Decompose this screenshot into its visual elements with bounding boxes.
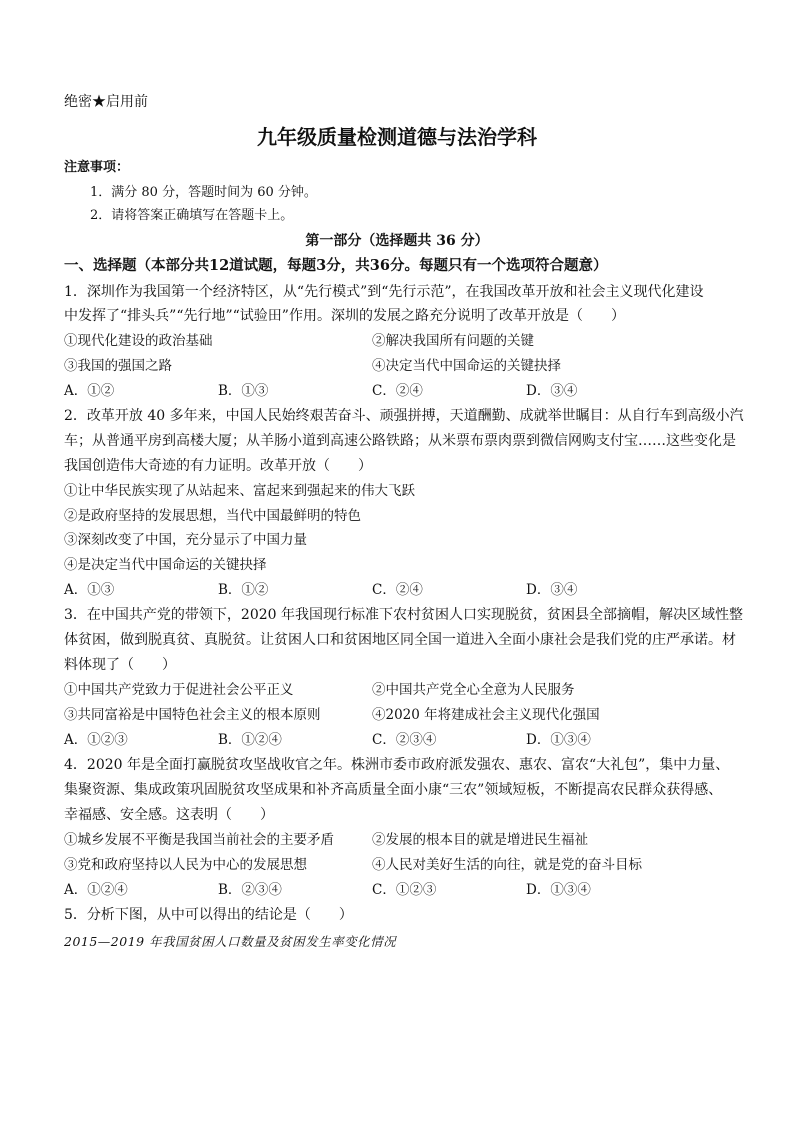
statement: ④2020 年将建成社会主义现代化强国 — [372, 707, 600, 723]
choice-c: C．②④ — [372, 383, 423, 399]
choice-c: C．①②③ — [372, 882, 437, 898]
question-2-text: 2．改革开放 40 多年来，中国人民始终艰苦奋斗、顽强拼搏，天道酬勤、成就举世瞩目：从自行车到高级小汽 — [64, 408, 744, 424]
choice-c: C．②③④ — [372, 732, 437, 748]
notice-item: 2．请将答案正确填写在答题卡上。 — [90, 208, 294, 223]
statement: ②中国共产党全心全意为人民服务 — [372, 682, 575, 698]
question-2-text: 车；从普通平房到高楼大厦；从羊肠小道到高速公路铁路；从米票布票肉票到微信网购支付宝……这些变化是 — [64, 433, 736, 449]
question-3-text: 料体现了（ ） — [64, 657, 176, 673]
choice-d: D．①③④ — [526, 732, 591, 748]
choice-b: B．②③④ — [218, 882, 282, 898]
statement: ④人民对美好生活的向往，就是党的奋斗目标 — [372, 857, 642, 873]
choice-a: A．①②④ — [64, 882, 128, 898]
statement: ①让中华民族实现了从站起来、富起来到强起来的伟大飞跃 — [64, 483, 415, 499]
section-heading: 一、选择题（本部分共12道试题，每题3分，共36分。每题只有一个选项符合题意） — [64, 257, 608, 274]
confidential-mark: 绝密★启用前 — [64, 94, 148, 110]
choice-d: D．①③④ — [526, 882, 591, 898]
statement: ②发展的根本目的就是增进民生福祉 — [372, 832, 588, 848]
question-4-text: 幸福感、安全感。这表明（ ） — [64, 807, 274, 823]
statement: ③党和政府坚持以人民为中心的发展思想 — [64, 857, 307, 873]
statement: ③深刻改变了中国，充分显示了中国力量 — [64, 532, 307, 548]
choice-c: C．②④ — [372, 582, 423, 598]
choice-d: D．③④ — [526, 582, 578, 598]
statement: ①城乡发展不平衡是我国当前社会的主要矛盾 — [64, 832, 334, 848]
statement: ②是政府坚持的发展思想，当代中国最鲜明的特色 — [64, 508, 361, 524]
choice-a: A．①② — [64, 383, 115, 399]
choice-a: A．①②③ — [64, 732, 128, 748]
statement: ④是决定当代中国命运的关键抉择 — [64, 557, 267, 573]
question-3-text: 3．在中国共产党的带领下，2020 年我国现行标准下农村贫困人口实现脱贫，贫困县全部摘帽，解决区域性整 — [64, 607, 743, 623]
statement: ③共同富裕是中国特色社会主义的根本原则 — [64, 707, 321, 723]
choice-a: A．①③ — [64, 582, 115, 598]
question-3-text: 体贫困，做到脱真贫、真脱贫。让贫困人口和贫困地区同全国一道进入全面小康社会是我们党的庄严承诺。材 — [64, 632, 736, 648]
statement: ②解决我国所有问题的关键 — [372, 333, 534, 349]
question-2-text: 我国创造伟大奇迹的有力证明。改革开放（ ） — [64, 458, 372, 474]
exam-title: 九年级质量检测道德与法治学科 — [257, 125, 537, 149]
question-5-text: 5．分析下图，从中可以得出的结论是（ ） — [64, 907, 353, 923]
statement: ③我国的强国之路 — [64, 358, 172, 374]
notice-heading: 注意事项： — [64, 160, 130, 175]
notice-item: 1．满分 80 分，答题时间为 60 分钟。 — [90, 185, 317, 200]
part-one-heading: 第一部分（选择题共 36 分） — [305, 233, 489, 249]
statement: ④决定当代中国命运的关键抉择 — [372, 358, 561, 374]
question-4-text: 集聚资源、集成政策巩固脱贫攻坚成果和补齐高质量全面小康“三农”领域短板，不断提高农民群众获得感、 — [64, 782, 723, 798]
question-1-text: 中发挥了“排头兵”“先行地”“试验田”作用。深圳的发展之路充分说明了改革开放是（ ） — [64, 308, 625, 324]
statement: ①现代化建设的政治基础 — [64, 333, 213, 349]
question-1-text: 1．深圳作为我国第一个经济特区，从“先行模式”到“先行示范”，在我国改革开放和社会主义现代化建设 — [64, 284, 704, 300]
question-4-text: 4．2020 年是全面打赢脱贫攻坚战收官之年。株洲市委市政府派发强农、惠农、富农“大礼包”，集中力量、 — [64, 757, 730, 773]
statement: ①中国共产党致力于促进社会公平正义 — [64, 682, 294, 698]
choice-b: B．①③ — [218, 383, 269, 399]
chart-caption: 2015—2019 年我国贫困人口数量及贫困发生率变化情况 — [64, 934, 397, 949]
choice-d: D．③④ — [526, 383, 578, 399]
choice-b: B．①② — [218, 582, 269, 598]
choice-b: B．①②④ — [218, 732, 282, 748]
